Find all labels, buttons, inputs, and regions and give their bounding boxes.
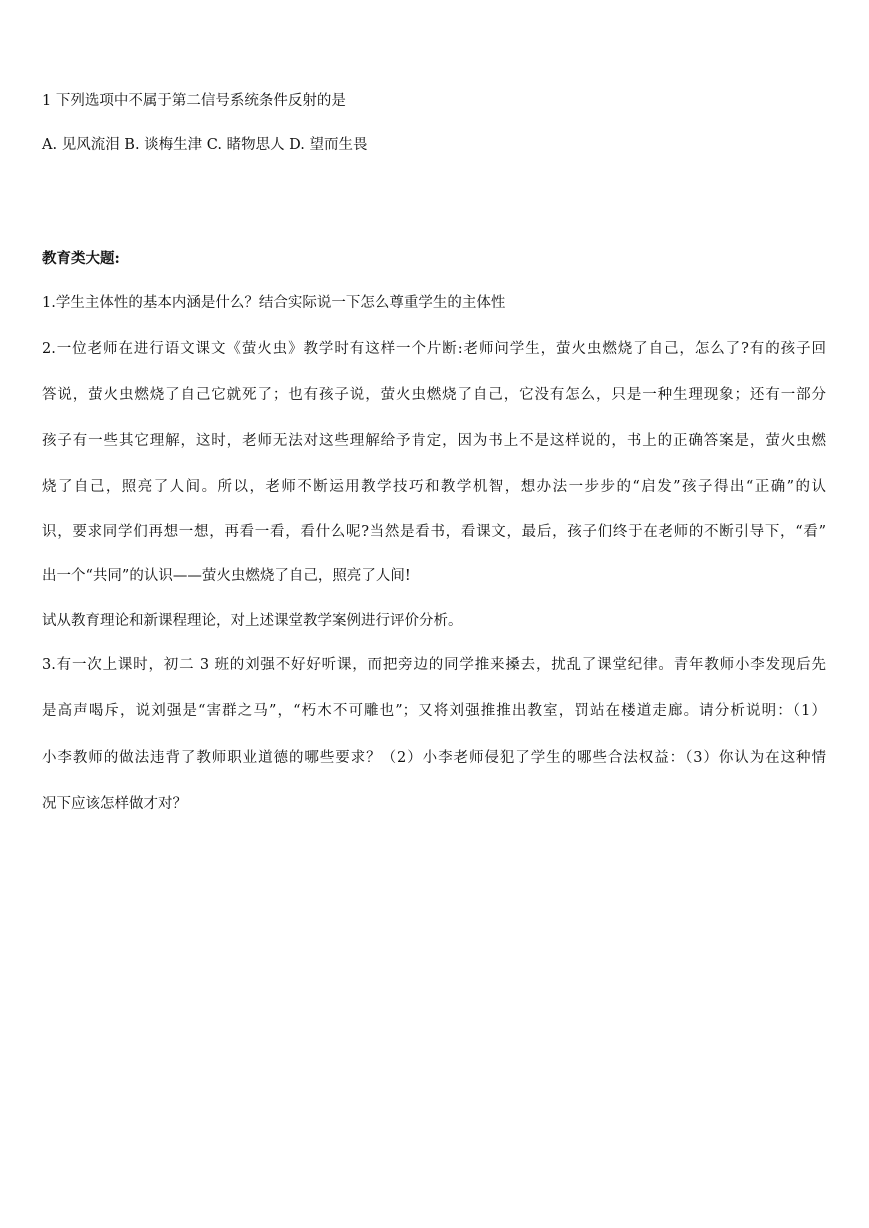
question-2-prompt: 试从教育理论和新课程理论，对上述课堂教学案例进行评价分析。: [42, 613, 463, 629]
question-2-line: 识，要求同学们再想一想，再看一看，看什么呢?当然是看书，看课文，最后，孩子们终于在老师的不断引导下，“看”: [42, 524, 826, 540]
essay-question-1: 1.学生主体性的基本内涵是什么？结合实际说一下怎么尊重学生的主体性: [42, 295, 506, 311]
question-2-line: 孩子有一些其它理解，这时，老师无法对这些理解给予肯定，因为书上不是这样说的，书上的正确答案是，萤火虫燃: [42, 433, 826, 449]
question-1-stem: 1 下列选项中不属于第二信号系统条件反射的是: [42, 93, 346, 109]
question-2-line: 烧了自己，照亮了人间。所以，老师不断运用教学技巧和教学机智，想办法一步步的“启发”孩子得出“正确”的认: [42, 479, 826, 495]
section-title: 教育类大题:: [42, 250, 120, 267]
question-2-line: 出一个“共同”的认识——萤火虫燃烧了自己，照亮了人间!: [42, 568, 411, 584]
question-3-line: 小李教师的做法违背了教师职业道德的哪些要求？（2）小李老师侵犯了学生的哪些合法权益：（3）你认为在这种情: [42, 750, 826, 766]
question-3-line: 况下应该怎样做才对？: [42, 796, 187, 812]
question-3-line: 是高声喝斥，说刘强是“害群之马”，“朽木不可雕也”；又将刘强推推出教室，罚站在楼道走廊。请分析说明：（1）: [42, 703, 826, 719]
question-1-options: A. 见风流泪 B. 谈梅生津 C. 睹物思人 D. 望而生畏: [42, 137, 368, 153]
question-2-line: 答说，萤火虫燃烧了自己它就死了；也有孩子说，萤火虫燃烧了自己，它没有怎么，只是一种生理现象；还有一部分: [42, 387, 826, 403]
question-3-line: 3.有一次上课时，初二 3 班的刘强不好好听课，而把旁边的同学推来搡去，扰乱了课堂纪律。青年教师小李发现后先: [42, 657, 826, 673]
question-2-line: 2.一位老师在进行语文课文《萤火虫》教学时有这样一个片断:老师问学生，萤火虫燃烧了自己，怎么了?有的孩子回: [42, 341, 826, 357]
